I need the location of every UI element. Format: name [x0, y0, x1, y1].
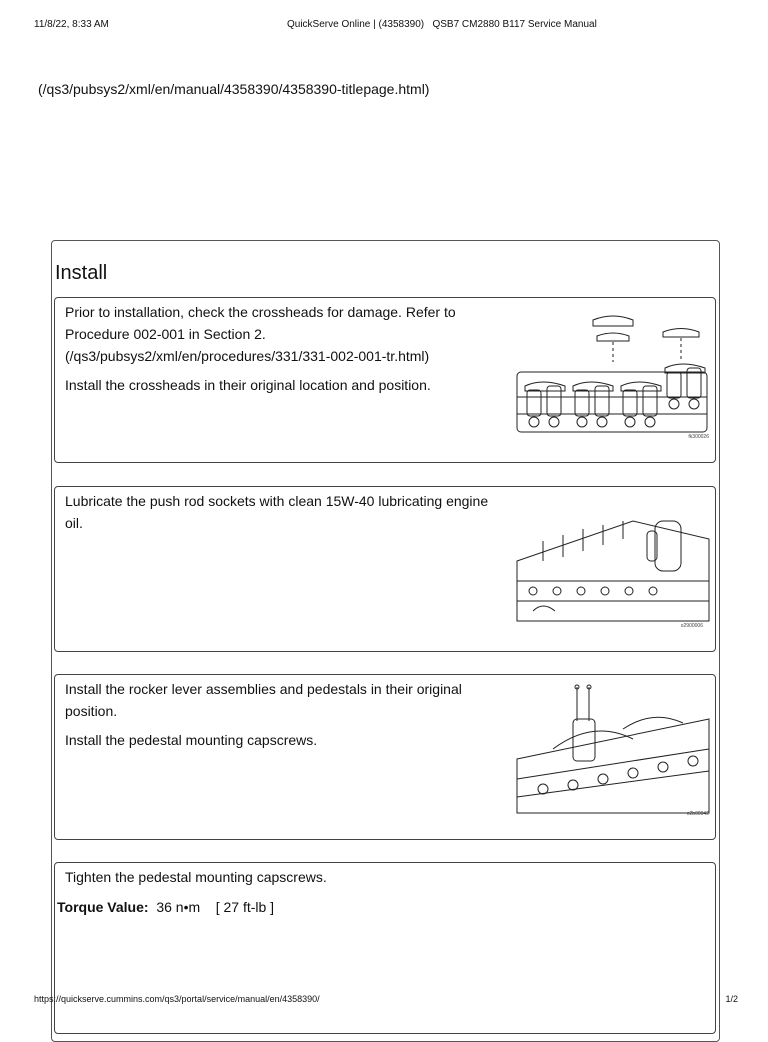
torque-metric: 36 n•m: [156, 899, 201, 915]
step-instruction: Install the pedestal mounting capscrews.: [65, 732, 318, 748]
step-text: [65, 301, 505, 403]
step-instruction: Install the crossheads in their original location and position.: [65, 377, 431, 393]
page-number: 1/2: [725, 994, 738, 1004]
step-instruction: Tighten the pedestal mounting capscrews.: [65, 869, 327, 885]
titlepage-link[interactable]: (/qs3/pubsys2/xml/en/manual/4358390/4358390-titlepage.html): [38, 81, 430, 97]
step-card-torque: [54, 862, 716, 1034]
step-text: [65, 490, 505, 541]
procedure-link[interactable]: (/qs3/pubsys2/xml/en/procedures/331/331-002-001-tr.html): [65, 348, 430, 364]
step-instruction: Install the rocker lever assemblies and pedestals in their original position.: [65, 681, 462, 719]
step-card-push-rod: [54, 486, 716, 652]
step-card-crossheads: [54, 297, 716, 463]
figure-code: o2900006: [680, 623, 703, 629]
print-page-title: QuickServe Online | (4358390) QSB7 CM2880 B117 Service Manual: [287, 19, 597, 30]
print-url: https://quickserve.cummins.com/qs3/portal/service/manual/en/4358390/: [34, 994, 320, 1004]
torque-imperial: [ 27 ft-lb ]: [215, 899, 275, 915]
crossheads-illustration: [513, 302, 713, 442]
step-instruction: Lubricate the push rod sockets with clean 15W-40 lubricating engine oil.: [65, 493, 489, 531]
step-card-rocker-lever: [54, 674, 716, 840]
rocker-lever-illustration: [513, 679, 713, 819]
push-rod-illustration: [513, 491, 713, 631]
figure-code: o2b00042: [686, 811, 709, 817]
step-text: [65, 866, 505, 895]
print-datetime: 11/8/22, 8:33 AM: [34, 19, 109, 30]
figure-code: fk300026: [688, 434, 709, 440]
torque-label: Torque Value:: [57, 899, 149, 915]
step-instruction: Prior to installation, check the crossheads for damage. Refer to Procedure 002-001 in Section 2.: [65, 304, 456, 342]
section-title: Install: [55, 262, 108, 284]
step-text: [65, 678, 505, 758]
torque-value: [57, 899, 274, 915]
